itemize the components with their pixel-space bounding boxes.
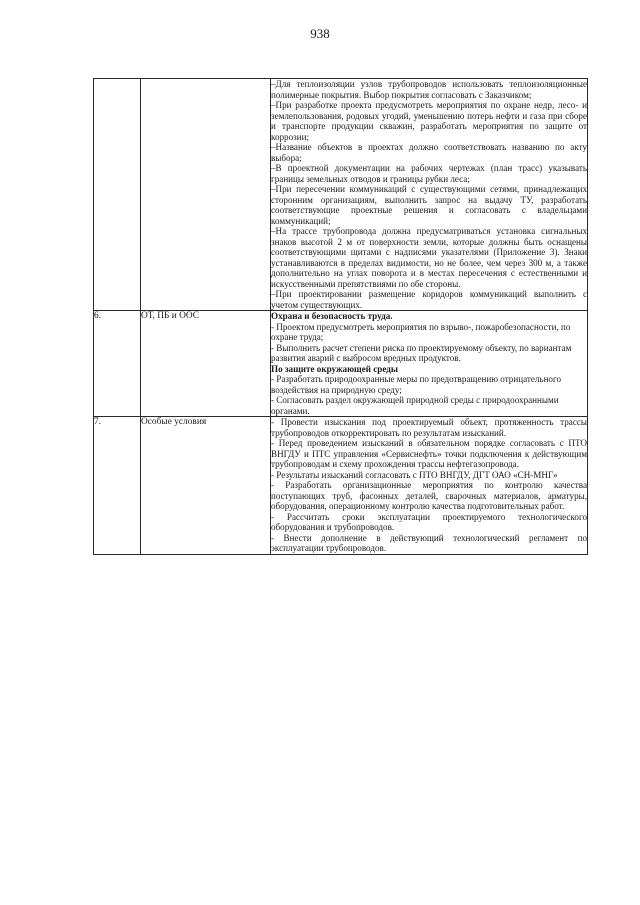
page-number: 938 — [310, 26, 330, 41]
requirement-item: - Разработать природоохранные меры по предотвращению отрицательного воздействия на природную среду; — [271, 374, 562, 395]
row-number-cell: 7. — [94, 417, 141, 555]
row-number-cell — [94, 79, 141, 311]
requirement-item: - Рассчитать сроки эксплуатации проектируемого технологического оборудования и трубопроводов. — [271, 511, 587, 532]
requirement-item: - Выполнить расчет степени риска по проектируемому объекту, по вариантам развития аварий с выбросом вредных продуктов. — [271, 342, 572, 363]
requirement-item: –При разработке проекта предусмотреть мероприятия по охране недр, лесо- и землепользования, родовых угодий, уменьшению потерь нефти и газа при сборе и транспорте продукции скважин, разработать мероприятия по защите от коррозии; — [271, 100, 587, 142]
requirement-item: –На трассе трубопровода должна предусматриваться установка сигнальных знаков высотой 2 м от поверхности земли, которые должны быть оснащены соответствующими щитами с надписями указателями (Приложение 3). Знаки устанавливаются в пределах видимости, но не более, чем через 300 м, а также дополнительно на углах поворота и в местах пересечения с естественными и искусственными препятствиями по обе стороны. — [271, 226, 587, 289]
requirements-cell — [271, 79, 588, 311]
requirements-cell — [271, 417, 588, 555]
requirement-item: –При проектировании размещение коридоров коммуникаций выполнить с учетом существующих. — [271, 289, 587, 310]
requirement-item: - Разработать организационные мероприятия по контролю качества поступающих труб, фасонных деталей, сварочных материалов, арматуры, оборудования, операционному контролю качества подготовительных работ. — [271, 480, 587, 511]
requirement-item: - Проектом предусмотреть мероприятия по взрыво-, пожаробезопасности, по охране труда; — [271, 321, 571, 342]
requirement-item: –В проектной документации на рабочих чертежах (план трасс) указывать границы земельных отводов и границы рубки леса; — [271, 163, 587, 184]
requirement-item: - Результаты изысканий согласовать с ПТО ВНГДУ, ДГТ ОАО «СН-МНГ» — [271, 469, 558, 480]
row-name-cell: ОТ, ПБ и ООС — [141, 311, 271, 417]
requirement-item: –Название объектов в проектах должно соответствовать названию по акту выбора; — [271, 142, 587, 163]
row-name-cell: Особые условия — [141, 417, 271, 555]
requirements-table — [93, 78, 588, 555]
requirements-cell — [271, 311, 588, 417]
table-row-continuation — [94, 79, 588, 311]
requirement-item: –При пересечении коммуникаций с существующими сетями, принадлежащих сторонним организациям, выполнить запрос на выдачу ТУ, разработать соответствующие проектные решения и согласовать с владельцами коммуникаций; — [271, 184, 587, 226]
table-row-7 — [94, 417, 588, 555]
requirement-item: –Для теплоизоляции узлов трубопроводов использовать теплоизоляционные полимерные покрытия. Выбор покрытия согласовать с Заказчиком; — [271, 79, 587, 100]
requirement-item: - Согласовать раздел окружающей природной среды с природоохранными органами. — [271, 395, 559, 416]
table-row-6 — [94, 311, 588, 417]
row-number-cell: 6. — [94, 311, 141, 417]
section-heading: Охрана и безопасность труда. — [271, 311, 393, 321]
requirement-item: - Перед проведением изысканий в обязательном порядке согласовать с ПТО ВНГДУ и ПТС управления «Сервиснефть» точки подключения к действующим трубопроводам и схему прохождения трассы нефтегазопровода. — [271, 438, 587, 469]
requirement-item: - Внести дополнение в действующий технологический регламент по эксплуатации трубопроводов. — [271, 532, 587, 553]
row-name-cell — [141, 79, 271, 311]
section-heading: По защите окружающей среды — [271, 363, 398, 374]
requirement-item: - Провести изыскания под проектируемый объект, протяженность трассы трубопроводов откорректировать по результатам изысканий. — [271, 417, 587, 438]
